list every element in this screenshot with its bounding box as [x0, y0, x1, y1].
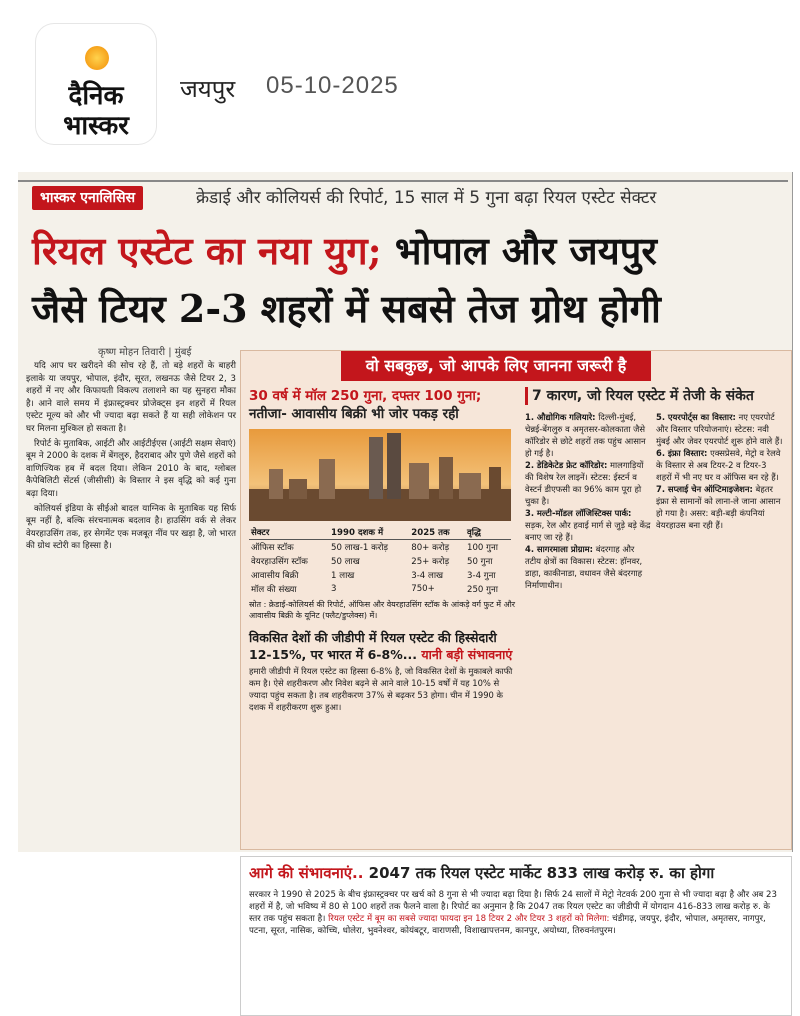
cell: 50 लाख-1 करोड़: [331, 543, 389, 553]
list-item: [656, 447, 783, 483]
cities-label: रियल एस्टेट में बूम का सबसे ज्यादा फायदा इन 18 टियर 2 और टियर 3 शहरों को मिलेगा:: [328, 914, 610, 924]
left-title-rest: नतीजा- आवासीय बिक्री भी जोर पकड़ रही: [249, 406, 459, 422]
col-header: 1990 दशक में: [329, 525, 409, 540]
cell: 3: [331, 584, 337, 594]
headline: [32, 222, 782, 338]
list-item: [525, 507, 652, 543]
future-title: [241, 857, 791, 889]
edition-city: जयपुर: [180, 76, 236, 103]
col-header: वृद्धि: [465, 525, 511, 540]
reasons-col-1: [525, 411, 656, 591]
headline-part: भोपाल और जयपुर: [381, 228, 657, 273]
reason-text: एक्सप्रेसवे, मेट्रो व रेलवे के विस्तार से अब टियर-2 व टियर-3 शहरों में भी नए घर व ऑफिस बन रहे हैं।: [656, 448, 781, 482]
table-row: [249, 540, 511, 555]
table-row: [249, 568, 511, 582]
future-title-rest: 2047 तक रियल एस्टेट मार्केट 833 लाख करोड़ रु. का होगा: [363, 864, 715, 882]
cell: 50 गुना: [467, 557, 493, 567]
table-row: [249, 582, 511, 596]
list-item: [656, 411, 783, 447]
reason-text: बेहतर इंफ्रा से सामानों को लाना-ले जाना आसान हो गया है। असर: बड़ी-बड़ी कंपनियां वेयरहाउस बना रही हैं।: [656, 484, 781, 530]
reason-text: मालगाड़ियों की विशेष रेल लाइनें। स्टेटस: ईस्टर्न व वेस्टर्न डीएफसी का 96% काम पूरा हो चुका है।: [525, 460, 644, 506]
cell: 50 लाख: [331, 557, 360, 567]
reason-head: 5. एयरपोर्ट्स का विस्तार:: [656, 412, 736, 422]
col-header: सेक्टर: [249, 525, 329, 540]
cell: 750+: [411, 584, 435, 594]
paragraph: कोलियर्स इंडिया के सीईओ बादल याग्निक के मुताबिक यह सिर्फ बूम नहीं है, बल्कि संरचनात्मक बदलाव है। हाउसिंग वर्क से लेकर वेयरहाउसिंग तक, हर सेगमेंट एक मजबूत नींव पर खड़ा है, जो भारत की ग्रोथ स्टोरी का हिस्सा है।: [26, 503, 236, 552]
reason-head: 2. डेडिकेटेड फ्रेट कॉरिडोर:: [525, 460, 608, 470]
logo-line2: भास्कर: [63, 111, 129, 141]
infographic-box: [240, 350, 792, 850]
cell: आवासीय बिक्री: [251, 571, 299, 581]
gdp-text: हमारी जीडीपी में रियल एस्टेट का हिस्सा 6-8% है, जो विकसित देशों के मुकाबले काफी कम है। ऐसे शहरीकरण और निवेश बढ़ने से आने वाले 10-15 वर्षों में यह 10% से ज्यादा पहुंच सकता है। तब शहरीकरण 37% से बढ़कर 53 होगा। चीन में 1990 के दशक में शहरीकरण शुरू हुआ।: [249, 666, 513, 712]
table-row: [249, 554, 511, 568]
box-title: वो सबकुछ, जो आपके लिए जानना जरूरी है: [341, 351, 651, 381]
gdp-title-text: विकसित देशों की जीडीपी में रियल एस्टेट की हिस्सेदारी 12-15%, पर भारत में 6-8%...: [249, 630, 497, 662]
reason-text: बंदरगाह और तटीय क्षेत्रों का विकास। स्टेटस: हॉनवर, डाहा, काकीनाडा, वधावन जैसे बंदरगाह निर्माणाधीन।: [525, 544, 643, 590]
reason-head: 7. सप्लाई चेन ऑप्टिमाइजेशन:: [656, 484, 753, 494]
cell: 80+ करोड़: [411, 543, 450, 553]
list-item: [525, 543, 652, 591]
kicker: क्रेडाई और कोलियर्स की रिपोर्ट, 15 साल में 5 गुना बढ़ा रियल एस्टेट सेक्टर: [196, 188, 657, 208]
edition-date: 05-10-2025: [266, 72, 399, 99]
future-text: [241, 889, 791, 937]
cell: 1 लाख: [331, 571, 355, 581]
gdp-title: [249, 629, 519, 663]
headline-line2: जैसे टियर 2-3 शहरों में सबसे तेज ग्रोथ होगी: [32, 286, 661, 331]
skyline-image: [249, 429, 511, 521]
box-left: [249, 387, 519, 713]
article-body: [26, 360, 236, 555]
paragraph: रिपोर्ट के मुताबिक, आईटी और आईटीईएस (आईटी सक्षम सेवाएं) बूम ने 2000 के दशक में बेंगलुरु, हैदराबाद और पुणे जैसे शहरों को वाणिज्यिक हब में बदल दिया। लेकिन 2010 के बाद, ग्लोबल कैपेबिलिटी सेंटर्स (जीसीसी) के विस्तार ने इस वृद्धि को कई गुना बढ़ा दिया।: [26, 438, 236, 499]
adjacent-column-edge: [792, 172, 800, 852]
app-header: [0, 0, 800, 168]
list-item: [525, 411, 652, 459]
cities-list: चंडीगढ़, जयपुर, इंदौर, भोपाल, अमृतसर, नागपुर, पटना, सूरत, नासिक, कोच्चि, धोलेरा, भुवनेश्वर, कोयंबटूर, वाराणसी, विशाखापत्तनम, कानपुर, अयोध्या, तिरुवनंतपुरम।: [249, 914, 766, 936]
future-paragraph: सरकार ने 1990 से 2025 के बीच इंफ्रास्ट्रक्चर पर खर्च को 8 गुना से भी ज्यादा बढ़ा दिया है। सिर्फ 24 सालों में मेट्रो नेटवर्क 200 गुना से भी ज्यादा बढ़ा है और अब 23 शहरों में है, जो भविष्य में 80 से 100 शहरों तक फैलने वाला है। रिपोर्ट का अनुमान है कि 2047 तक रियल एस्टेट का जीडीपी में योगदान 416-833 लाख करोड़ रु. के स्तर तक पहुंच सकता है।: [249, 890, 777, 924]
future-title-red: आगे की संभावनाएं..: [249, 864, 364, 882]
list-item: [525, 459, 652, 507]
sun-icon: [85, 46, 109, 70]
cell: 3-4 गुना: [467, 571, 496, 581]
left-title: [249, 387, 519, 423]
reason-head: 6. इंफ्रा विस्तार:: [656, 448, 708, 458]
cell: 3-4 लाख: [411, 571, 444, 581]
reason-text: नए एयरपोर्ट और विस्तार परियोजनाएं। स्टेटस: नवी मुंबई और जेवर एयरपोर्ट शुरू होने वाले हैं।: [656, 412, 783, 446]
source-note: स्रोत : क्रेडाई-कोलियर्स की रिपोर्ट, ऑफिस और वेयरहाउसिंग स्टॉक के आंकड़े वर्ग फुट में और आवासीय बिक्री के यूनिट (फ्लैट/डुप्लेक्स) में।: [249, 600, 516, 620]
left-title-red: 30 वर्ष में मॉल 250 गुना, दफ्तर 100 गुना;: [249, 388, 482, 404]
box-right: [525, 387, 787, 591]
headline-red: रियल एस्टेट का नया युग;: [32, 228, 382, 273]
paragraph: यदि आप घर खरीदने की सोच रहे हैं, तो बड़े शहरों के बाहरी इलाके या जयपुर, भोपाल, इंदौर, सूरत, लखनऊ जैसे टियर 2, 3 शहरों में नए और किफायती विकल्प तलाशने का यह सुनहरा मौका है। आने वाले समय में इंफ्रास्ट्रक्चर प्रोजेक्ट्स इन शहरों में रियल एस्टेट मूल्य को और भी ज्यादा बढ़ा सकते हैं या सही लोकेशन पर घर मिलना मुश्किल हो सकता है।: [26, 361, 236, 434]
col-header: 2025 तक: [409, 525, 465, 540]
reason-head: 3. मल्टी-मॉडल लॉजिस्टिक्स पार्क:: [525, 508, 632, 518]
byline: कृष्ण मोहन तिवारी | मुंबई: [98, 347, 192, 358]
logo-line1: दैनिक: [68, 81, 124, 111]
cell: मॉल की संख्या: [251, 585, 297, 595]
reasons-columns: [525, 411, 787, 591]
section-tag: भास्कर एनालिसिस: [32, 186, 143, 210]
cell: ऑफिस स्टॉक: [251, 543, 294, 553]
cell: 250 गुना: [467, 585, 498, 595]
reasons-title: 7 कारण, जो रियल एस्टेट में तेजी के संकेत: [525, 387, 787, 405]
reason-text: सड़क, रेल और हवाई मार्ग से जुड़े बड़े केंद्र बनाए जा रहे हैं।: [525, 520, 651, 542]
divider: [18, 180, 788, 182]
growth-table: [249, 525, 511, 596]
list-item: [656, 483, 783, 531]
reason-text: दिल्ली-मुंबई, चेन्नई-बेंगलुरु व अमृतसर-कोलकाता जैसे कॉरिडोर से छोटे शहरों तक पहुंच आसान हो गई है।: [525, 412, 646, 458]
reason-head: 1. औद्योगिक गलियारे:: [525, 412, 596, 422]
cell: 100 गुना: [467, 543, 498, 553]
cell: 25+ करोड़: [411, 557, 450, 567]
reasons-col-2: [656, 411, 787, 591]
newspaper-page[interactable]: [18, 172, 800, 936]
dainik-bhaskar-logo[interactable]: [36, 24, 156, 144]
reason-head: 4. सागरमाला प्रोग्राम:: [525, 544, 594, 554]
cell: वेयरहाउसिंग स्टॉक: [251, 557, 308, 567]
future-box: [240, 856, 792, 1016]
gdp-title-red: यानी बड़ी संभावनाएं: [421, 647, 513, 662]
